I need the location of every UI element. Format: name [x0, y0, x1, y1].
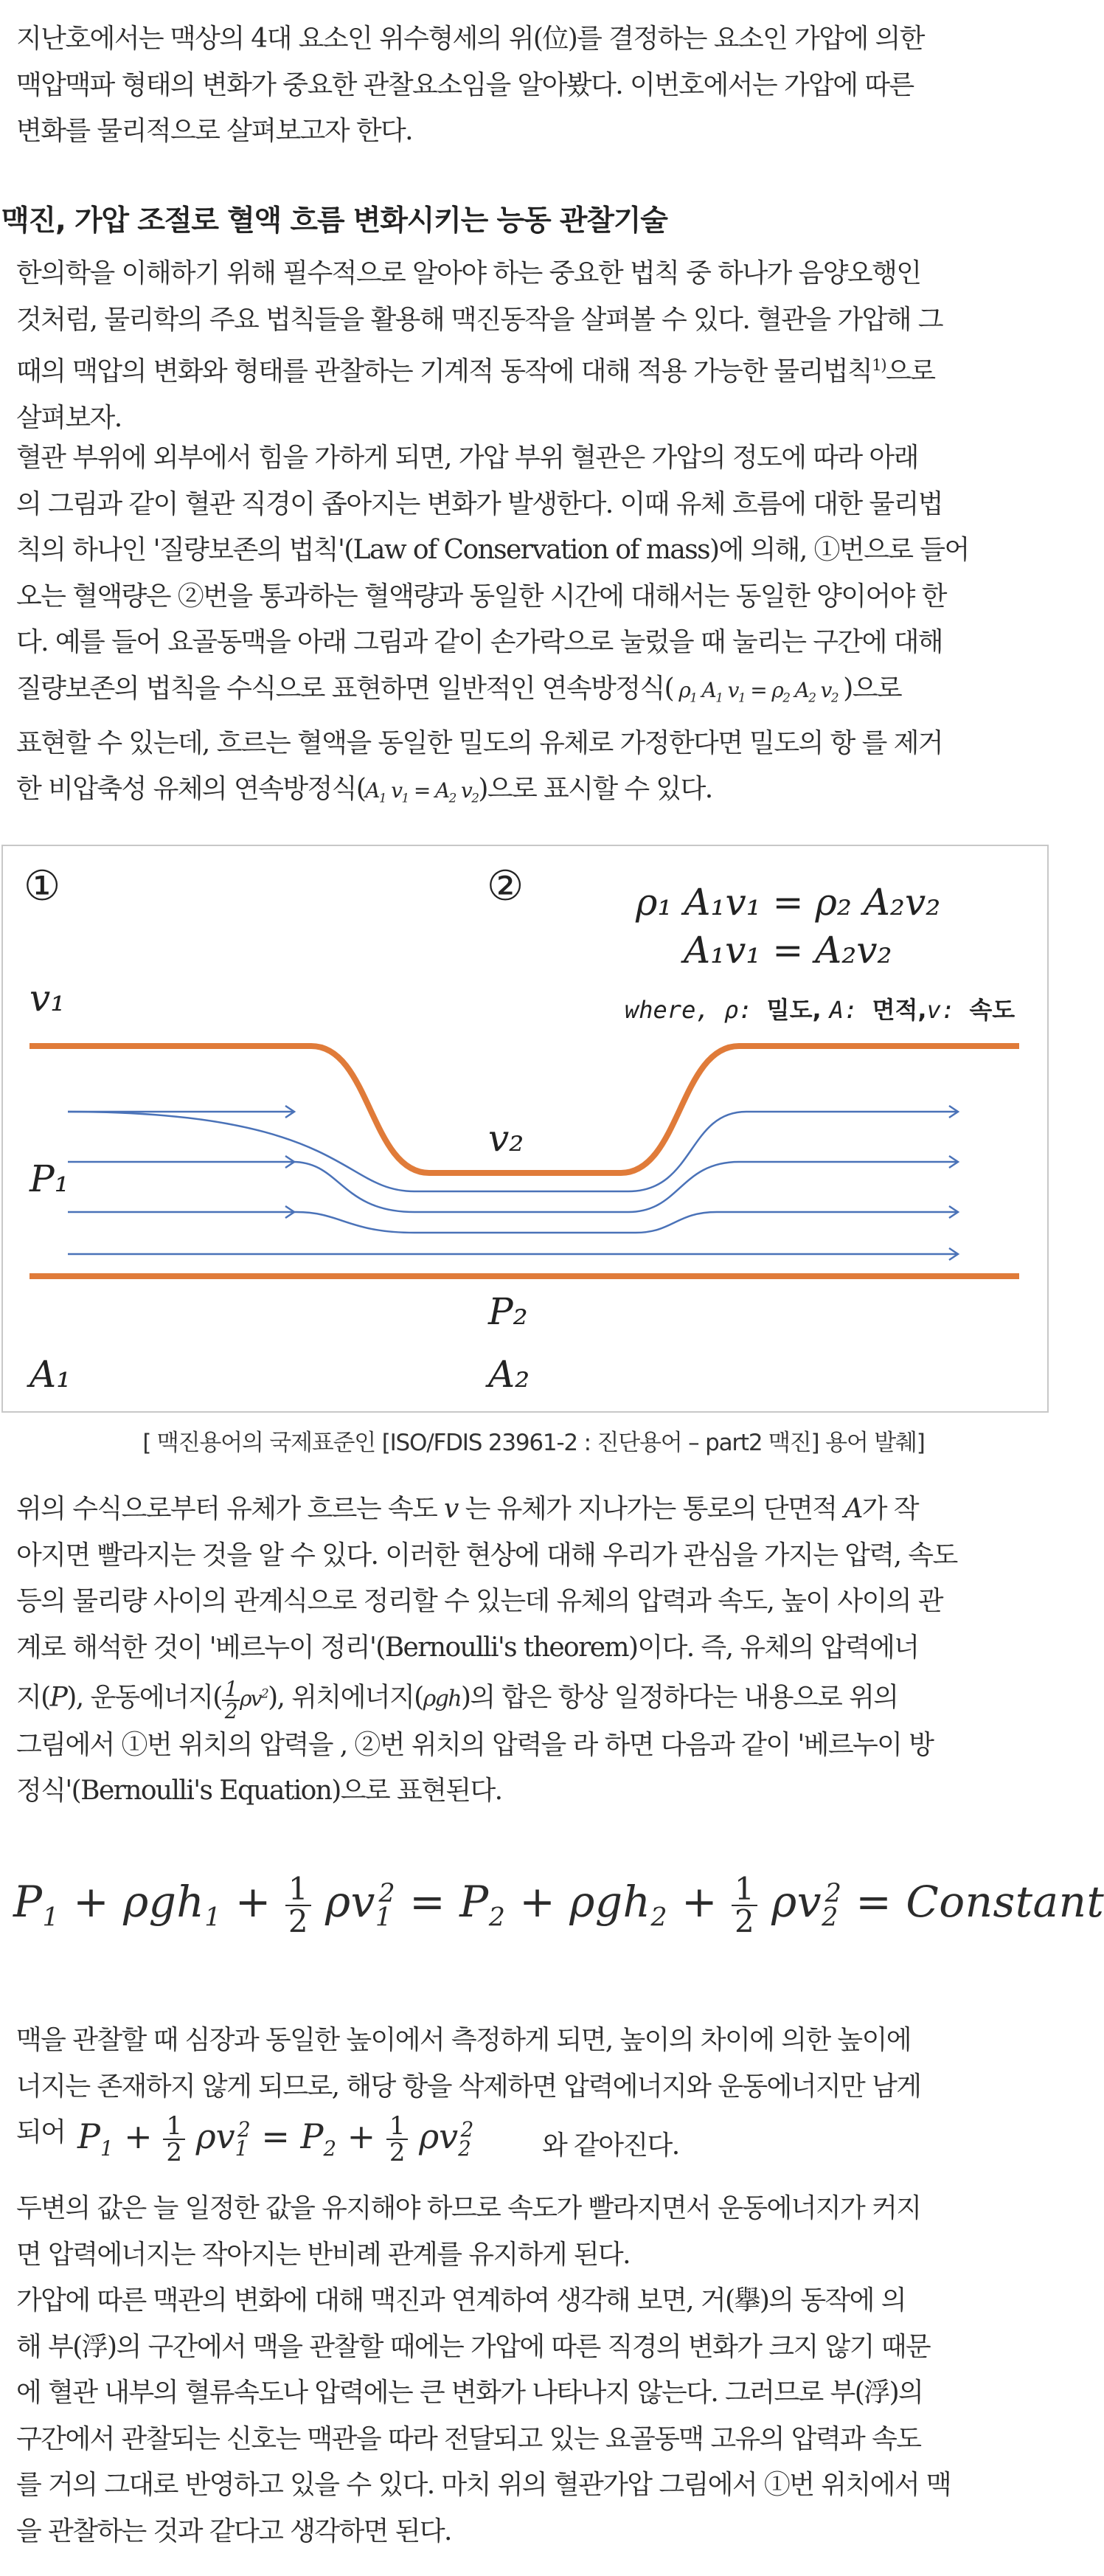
continuity-equation-inline: $\rho_1$ $A_1$ $v_1 = \rho_2$ $A_2$ $v_2$: [673, 677, 838, 705]
text-line: 질량보존의 법칙을 수식으로 표현하면 일반적인 연속방정식( $\rho_1$ $A_1$ $v_1 = \rho_2$ $A_2$ $v_2$ )으로: [16, 673, 902, 705]
bernoulli-equation: $P_1 + \rho gh_1$ + $\frac{1}{2}$ $\rho v_1^2 = P_2 + \rho gh_2$ + $\frac{1}{2}$ $\rho v_2^2$ = Constant: [13, 1871, 1104, 1939]
text-line: 맥압맥파 형태의 변화가 중요한 관찰요소임을 알아봤다. 이번호에서는 가압에 따른: [16, 69, 914, 100]
text-line: 한의학을 이해하기 위해 필수적으로 알아야 하는 중요한 법칙 중 하나가 음양오행인: [16, 258, 921, 288]
text-line: 가압에 따른 맥관의 변화에 대해 맥진과 연계하여 생각해 보면, 거(擧)의 동작에 의: [16, 2285, 906, 2316]
simplified-bernoulli-equation: $P_1$ + $\frac{1}{2}$ $\rho v_1^2 = P_2$ + $\frac{1}{2}$ $\rho v_2^2$: [77, 2111, 474, 2167]
text-line: 두변의 값은 늘 일정한 값을 유지해야 하므로 속도가 빨라지면서 운동에너지가 커지: [16, 2193, 921, 2223]
velocity-symbol: v: [444, 1494, 458, 1524]
paragraph-pulse-diagnosis: [16, 2278, 1049, 2555]
figure-caption: [ 맥진용어의 국제표준인 [ISO/FDIS 23961-2 : 진단용어 – part2 맥진] 용어 발췌]: [142, 1430, 925, 1456]
legend-a-symbol: A:: [829, 996, 872, 1024]
text-line: 칙의 하나인 '질량보존의 법칙'(Law of Conservation of mass)에 의해, ①번으로 들어: [16, 535, 969, 565]
text-line: 그림에서 ①번 위치의 압력을 , ②번 위치의 압력을 라 하면 다음과 같이 '베르누이 방: [16, 1729, 934, 1760]
text-line: 등의 물리량 사이의 관계식으로 정리할 수 있는데 유체의 압력과 속도, 높이 사이의 관: [16, 1586, 942, 1616]
equation-trailing-text: 와 같아진다.: [542, 2130, 679, 2161]
legend-speed: 속도: [969, 996, 1016, 1024]
legend-v-symbol: v:: [926, 996, 970, 1024]
text-line: 맥을 관찰할 때 심장과 동일한 높이에서 측정하게 되면, 높이의 차이에 의한 높이에: [16, 2025, 911, 2055]
text-line: 것처럼, 물리학의 주요 법칙들을 활용해 맥진동작을 살펴볼 수 있다. 혈관을 가압해 그: [16, 304, 942, 335]
legend-density: 밀도,: [766, 996, 830, 1024]
text-line: 위의 수식으로부터 유체가 흐르는 속도 v 는 유체가 지나가는 통로의 단면적 A가 작: [16, 1494, 918, 1524]
pressure-symbol: P: [49, 1682, 67, 1713]
constant-label: Constant: [906, 1877, 1104, 1928]
v2-label: v₂: [488, 1117, 524, 1160]
text-line: 의 그림과 같이 혈관 직경이 좁아지는 변화가 발생한다. 이때 유체 흐름에 대한 물리법: [16, 488, 942, 519]
text-line: 살펴보자.: [16, 402, 122, 433]
a2-label: A₂: [488, 1353, 530, 1396]
text-line: 때의 맥압의 변화와 형태를 관찰하는 기계적 동작에 대해 적용 가능한 물리법칙$^{1)}$으로: [16, 356, 935, 387]
text-line: 지(P), 운동에너지( $\frac{1}{2}$ $\rho v^2$), 위치에너지(ρgh)의 합은 항상 일정하다는 내용으로 위의: [16, 1676, 898, 1723]
p1-label: P₁: [29, 1157, 69, 1200]
position-1-label: ①: [24, 862, 61, 910]
paragraph-inverse-relation: [16, 2186, 1049, 2278]
legend-where: [625, 996, 1015, 1024]
intro-paragraph: [16, 16, 1049, 155]
area-symbol: A: [844, 1494, 862, 1524]
text-line: 정식'(Bernoulli's Equation)으로 표현된다.: [16, 1776, 502, 1807]
v1-label: v₁: [29, 977, 66, 1019]
vessel-compression-diagram: [1, 845, 1049, 1413]
text-line: 너지는 존재하지 않게 되므로, 해당 항을 삭제하면 압력에너지와 운동에너지만 남게: [16, 2071, 921, 2102]
equation-with-density: ρ₁ A₁v₁ = ρ₂ A₂v₂: [636, 881, 941, 924]
text-line: 오는 혈액량은 ②번을 통과하는 혈액량과 동일한 시간에 대해서는 동일한 양이어야 한: [16, 581, 946, 612]
paragraph-mass-conservation: [16, 435, 1049, 821]
text-line: 지난호에서는 맥상의 4대 요소인 위수형세의 위(位)를 결정하는 요소인 가압에 의한: [16, 24, 924, 54]
text-line: 변화를 물리적으로 살펴보고자 한다.: [16, 116, 413, 146]
text-line: 구간에서 관찰되는 신호는 맥관을 따라 전달되고 있는 요골동맥 고유의 압력과 속도: [16, 2423, 921, 2454]
p2-label: P₂: [488, 1290, 528, 1333]
paragraph-physics-laws: [16, 251, 1049, 441]
text-line: 를 거의 그대로 반영하고 있을 수 있다. 마치 위의 혈관가압 그림에서 ①번 위치에서 맥: [16, 2470, 951, 2500]
text-line: 표현할 수 있는데, 흐르는 혈액을 동일한 밀도의 유체로 가정한다면 밀도의 항 를 제거: [16, 727, 942, 758]
text-line: 면 압력에너지는 작아지는 반비례 관계를 유지하게 된다.: [16, 2239, 630, 2270]
text-line: 계로 해석한 것이 '베르누이 정리'(Bernoulli's theorem)이다. 즉, 유체의 압력에너: [16, 1632, 919, 1663]
paragraph-bernoulli: [16, 1486, 1049, 1815]
equation-incompressible: A₁v₁ = A₂v₂: [684, 929, 892, 972]
a1-label: A₁: [29, 1353, 72, 1396]
position-2-label: ②: [487, 862, 524, 910]
text-line: 에 혈관 내부의 혈류속도나 압력에는 큰 변화가 나타나지 않는다. 그러므로 부(浮)의: [16, 2378, 923, 2408]
incompressible-equation-inline: $A_1$ $v_1 = A_2$ $v_2$: [365, 778, 479, 806]
kinetic-energy-term: $\frac{1}{2}$ $\rho v^2$: [222, 1686, 268, 1711]
legend-area: 면적,: [872, 996, 927, 1024]
text-line: 다. 예를 들어 요골동맥을 아래 그림과 같이 손가락으로 눌렀을 때 눌리는 구간에 대해: [16, 627, 942, 657]
text-line: 을 관찰하는 것과 같다고 생각하면 된다.: [16, 2516, 451, 2546]
text-line: 한 비압축성 유체의 연속방정식($A_1$ $v_1 = A_2$ $v_2$)으로 표시할 수 있다.: [16, 774, 712, 806]
potential-energy-term: ρgh: [423, 1686, 461, 1712]
text-line: 아지면 빨라지는 것을 알 수 있다. 이러한 현상에 대해 우리가 관심을 가지는 압력, 속도: [16, 1540, 957, 1571]
text-line: 해 부(浮)의 구간에서 맥을 관찰할 때에는 가압에 따른 직경의 변화가 크지 않기 때문: [16, 2331, 931, 2362]
text-line: 혈관 부위에 외부에서 힘을 가하게 되면, 가압 부위 혈관은 가압의 정도에 따라 아래: [16, 443, 918, 473]
footnote-mark: 1): [872, 356, 886, 375]
legend-rho-symbol: where, ρ:: [625, 996, 767, 1024]
section-heading: 맥진, 가압 조절로 혈액 흐름 변화시키는 능동 관찰기술: [1, 204, 667, 238]
text-line: 되어: [16, 2117, 66, 2147]
